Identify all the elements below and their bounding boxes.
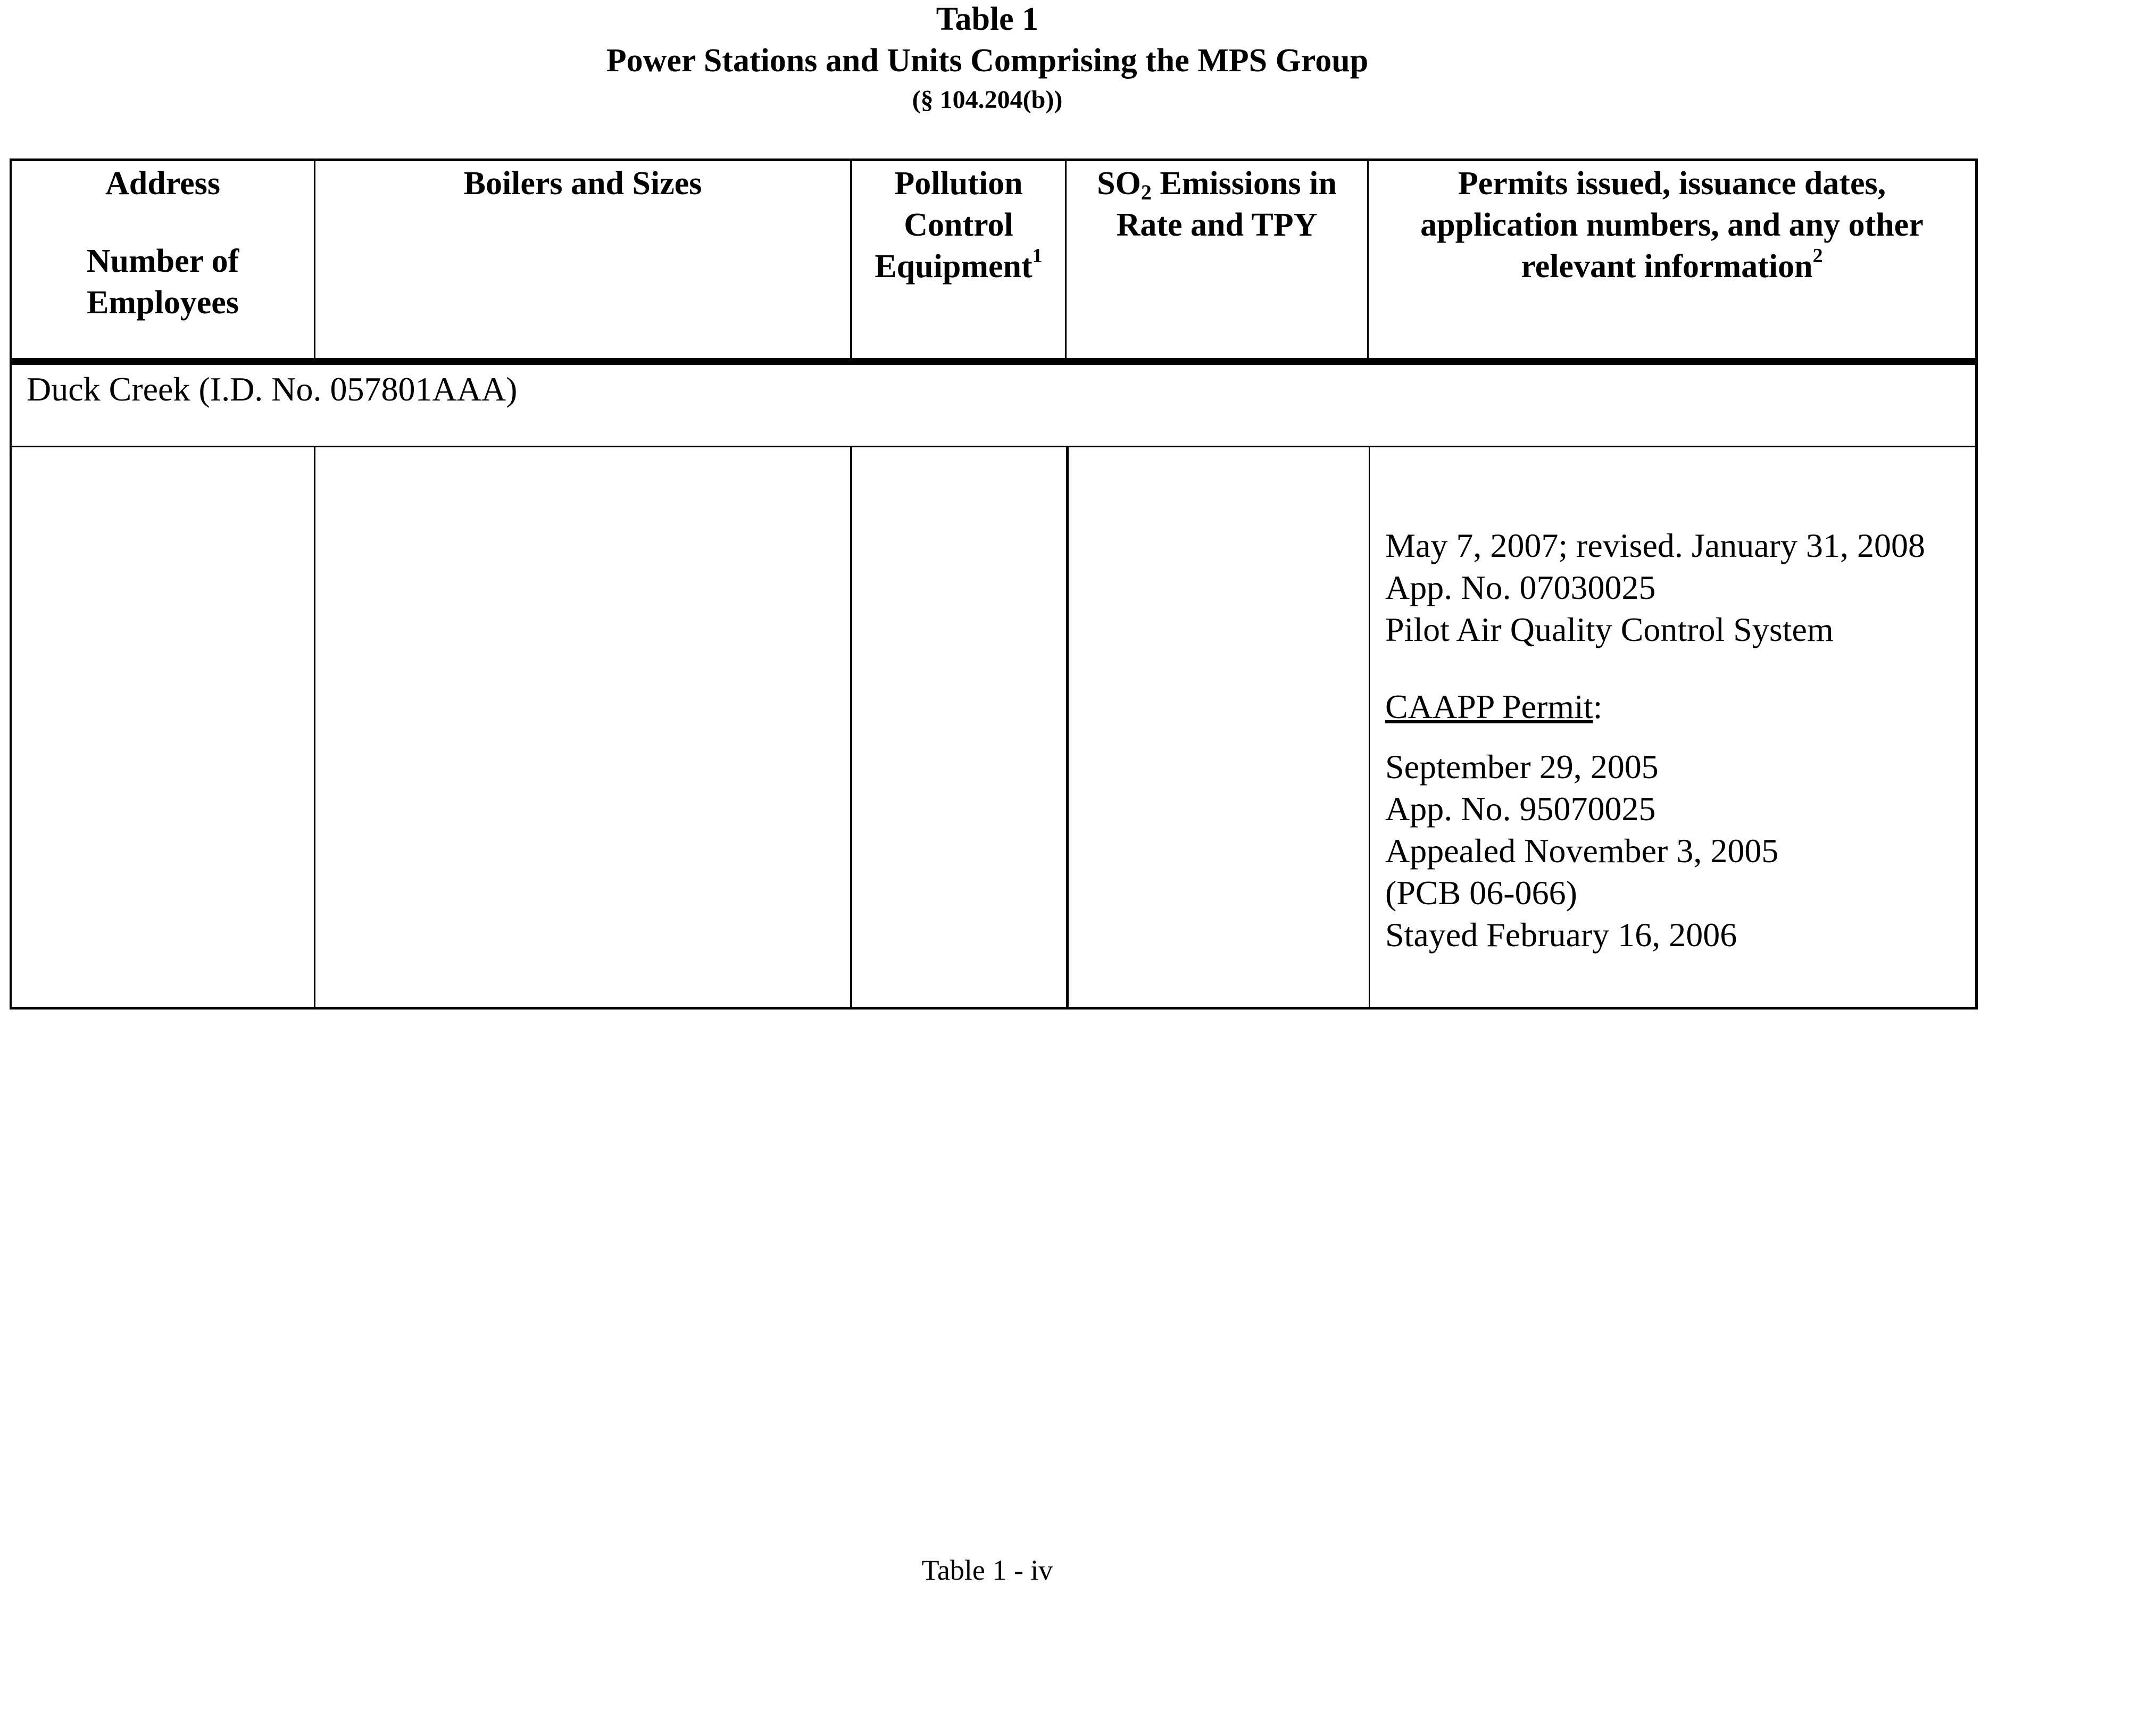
table-top-border (10, 158, 1978, 161)
permit-date-line: May 7, 2007; revised. January 31, 2008 (1385, 527, 1925, 564)
power-stations-table (10, 158, 1978, 1009)
table-bottom-border (10, 1007, 1978, 1009)
so2-prefix: SO (1097, 165, 1141, 202)
pollution-label-line3 (852, 246, 1065, 287)
permit-description-line: Pilot Air Quality Control System (1385, 611, 1834, 648)
station-label: Duck Creek (I.D. No. 057801AAA) (27, 370, 518, 408)
permit-app-number-line: App. No. 07030025 (1385, 569, 1656, 606)
table-number: Table 1 (936, 1, 1039, 37)
so2-label-line1 (1067, 163, 1367, 204)
body-divider-3 (1066, 446, 1069, 1009)
permits-label-line2: application numbers, and any other (1420, 207, 1924, 243)
permits-cell (1385, 524, 1925, 956)
column-header-address (12, 163, 314, 323)
pollution-label-text: Equipment (875, 248, 1033, 285)
permits-label-text: relevant information (1521, 248, 1813, 285)
body-divider-2 (850, 446, 852, 1009)
footnote-marker-2: 2 (1812, 245, 1823, 267)
caapp-appealed-line: Appealed November 3, 2005 (1385, 832, 1779, 870)
station-row-bottom-border (10, 446, 1978, 447)
footnote-marker-1: 1 (1032, 245, 1043, 267)
so2-suffix: Emissions in (1151, 165, 1337, 202)
header-bottom-border (10, 358, 1978, 365)
permits-label-line1: Permits issued, issuance dates, (1458, 165, 1886, 202)
page-footer: Table 1 - iv (921, 1554, 1053, 1586)
caapp-pcb-line: (PCB 06-066) (1385, 874, 1577, 912)
table-title: Power Stations and Units Comprising the MPS Group (606, 43, 1369, 79)
pollution-label-line1: Pollution (894, 165, 1023, 202)
so2-subscript: 2 (1141, 180, 1152, 204)
body-divider-1 (314, 446, 315, 1009)
body-divider-4 (1369, 446, 1370, 1009)
caapp-app-number-line: App. No. 95070025 (1385, 790, 1656, 828)
boilers-label: Boilers and Sizes (463, 165, 702, 202)
caapp-date-line: September 29, 2005 (1385, 748, 1659, 786)
employees-label-line1: Number of (86, 243, 239, 279)
column-header-boilers (315, 163, 850, 204)
pollution-label-line2: Control (904, 207, 1013, 243)
address-label: Address (105, 165, 220, 202)
section-reference: (§ 104.204(b)) (912, 86, 1063, 114)
column-header-pollution-control (852, 163, 1065, 287)
caapp-permit-colon: : (1593, 688, 1603, 725)
permits-label-line3 (1369, 246, 1975, 287)
so2-label-line2: Rate and TPY (1116, 207, 1318, 243)
table-right-border (1975, 158, 1978, 1009)
caapp-stayed-line: Stayed February 16, 2006 (1385, 916, 1737, 954)
caapp-permit-label: CAAPP Permit (1385, 688, 1593, 725)
caapp-permit-heading (1385, 686, 1925, 728)
column-header-so2-emissions (1067, 163, 1367, 246)
employees-label-line2: Employees (87, 285, 239, 321)
column-header-permits (1369, 163, 1975, 287)
